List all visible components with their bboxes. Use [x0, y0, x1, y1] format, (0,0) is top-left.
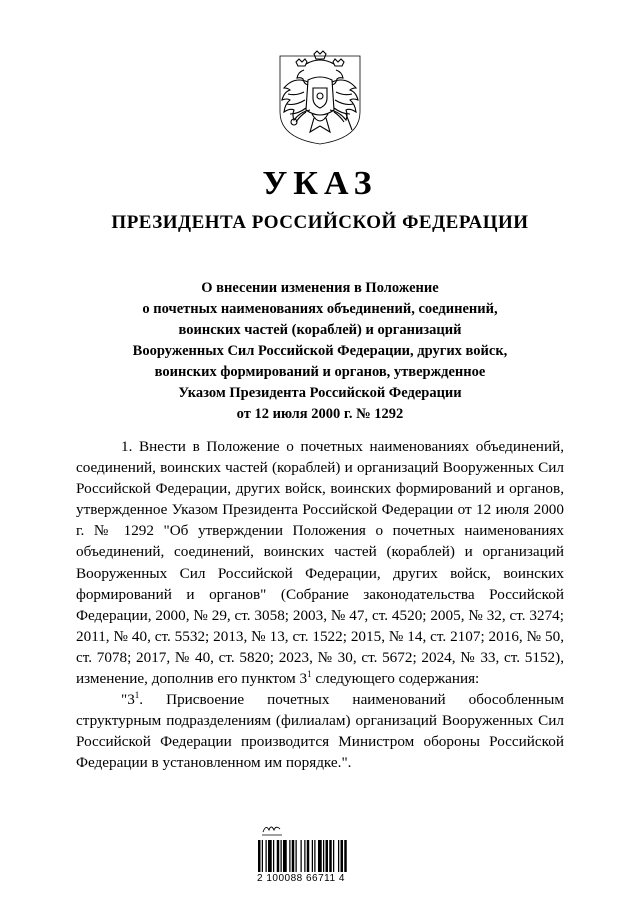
heading-line: от 12 июля 2000 г. № 1292	[236, 406, 404, 422]
barcode-bar	[262, 840, 263, 872]
barcode-bar	[304, 840, 305, 872]
barcode-bar	[277, 840, 280, 872]
barcode-bar	[268, 840, 272, 872]
document-title: УКАЗ	[262, 165, 378, 202]
heading-line: Вооруженных Сил Российской Федерации, других войск,	[132, 343, 508, 359]
barcode-bar	[292, 840, 295, 872]
barcode-bar	[329, 840, 332, 872]
barcode-bar	[314, 840, 315, 872]
barcode-bar	[273, 840, 274, 872]
barcode-bar	[344, 840, 347, 872]
document-subtitle: ПРЕЗИДЕНТА РОССИЙСКОЙ ФЕДЕРАЦИИ	[111, 212, 529, 233]
document-heading	[80, 278, 560, 425]
coat-of-arms-icon	[278, 50, 362, 146]
heading-line: О внесении изменения в Положение	[201, 280, 439, 296]
heading-line: воинских частей (кораблей) и организаций	[178, 322, 462, 338]
barcode-bar	[312, 840, 313, 872]
barcode	[258, 840, 382, 872]
barcode-bar	[341, 840, 344, 872]
barcode-bar	[323, 840, 324, 872]
body-paragraph	[76, 436, 564, 689]
barcode-bar	[326, 840, 329, 872]
paragraph-text: . Присвоение почетных наименований обособленным структурным подразделениям (филиалам) организаций Вооруженных Сил Российской Федерации производится Министром обороны Российской Федерации в установленном им порядке.".	[76, 691, 564, 772]
paragraph-text: "3	[121, 691, 135, 709]
body-paragraph	[76, 689, 564, 773]
paragraph-text: 1. Внести в Положение о почетных наименованиях объединений, соединений, воинских частей (кораблей) и организаций Вооруженных Сил Российской Федерации, других войск, воинских формирований и органов, утвержденное Указом Президента Российской Федерации от 12 июля 2000 г. № 1292 "Об утверждении Положения о почетных наименованиях объединений, соединений, воинских частей (кораблей) и организаций Вооруженных Сил Российской Федерации, других войск, воинских формирований и органов" (Собрание законодательства Российской Федерации, 2000, № 29, ст. 3058; 2003, № 47, ст. 4520; 2005, № 32, ст. 3274; 2011, № 40, ст. 5532; 2013, № 13, ст. 1522; 2015, № 14, ст. 2107; 2016, № 50, ст. 7078; 2017, № 40, ст. 5820; 2023, № 30, ст. 5672; 2024, № 33, ст. 5152), изменение, дополнив его пунктом 3	[76, 438, 564, 688]
superscript: 1	[134, 690, 140, 701]
heading-line: о почетных наименованиях объединений, соединений,	[142, 301, 498, 317]
heading-line: Указом Президента Российской Федерации	[178, 385, 462, 401]
barcode-number: 2 100088 66711 4	[257, 873, 345, 884]
barcode-bar	[289, 840, 290, 872]
barcode-bar	[338, 840, 339, 872]
barcode-bar	[266, 840, 267, 872]
barcode-bar	[283, 840, 287, 872]
superscript: 1	[307, 669, 312, 680]
barcode-bar	[281, 840, 282, 872]
barcode-bar	[307, 840, 310, 872]
barcode-bar	[296, 840, 297, 872]
barcode-bar	[258, 840, 261, 872]
barcode-bar	[318, 840, 322, 872]
heading-line: воинских формирований и органов, утвержденное	[154, 364, 486, 380]
archive-mark-icon	[261, 822, 283, 838]
barcode-bar	[333, 840, 334, 872]
barcode-bar	[301, 840, 302, 872]
document-body	[76, 436, 564, 774]
paragraph-text: следующего содержания:	[311, 670, 480, 688]
